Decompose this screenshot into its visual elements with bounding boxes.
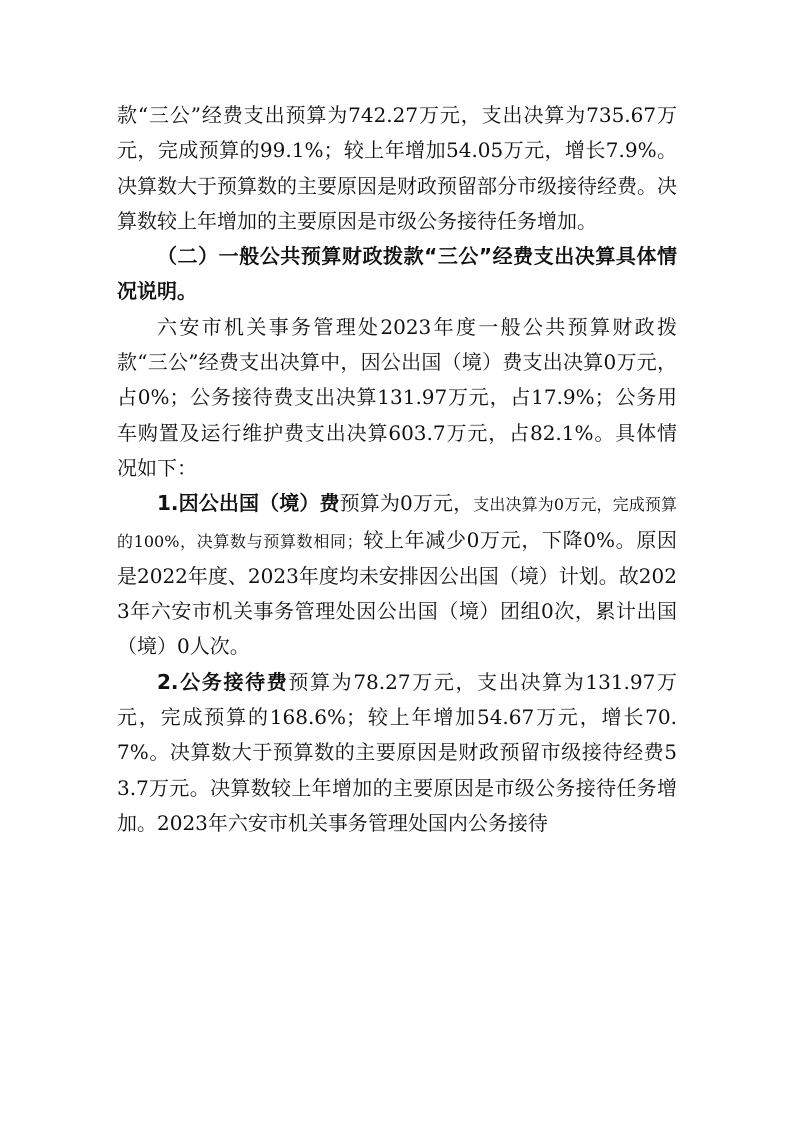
section-heading-two: （二）一般公共预算财政拨款“三公”经费支出决算具体情况说明。	[117, 244, 677, 304]
item-overseas-travel-text-small: 支出决算为0万元，完成预算的100%，决算数与预算数相同；	[117, 495, 678, 551]
document-page	[117, 98, 677, 841]
paragraph-budget-summary: 款“三公”经费支出预算为742.27万元，支出决算为735.67万元，完成预算的99.1%；较上年增加54.05万元，增长7.9%。决算数大于预算数的主要原因是财政预留部分市级接待经费。决算数较上年增加的主要原因是市级公务接待任务增加。	[117, 103, 677, 233]
item-overseas-travel-text-b: 较上年减少0万元，下降0%。原因是2022年度、2023年度均未安排因公出国（境）计划。故2023年六安市机关事务管理处因公出国（境）团组0次，累计出国（境）0人次。	[117, 527, 677, 659]
item-overseas-travel-text-a: 预算为0万元，	[339, 491, 474, 516]
paragraph-breakdown: 六安市机关事务管理处2023年度一般公共预算财政拨款“三公”经费支出决算中，因公出国（境）费支出决算0万元，占0%；公务接待费支出决算131.97万元，占17.9%；公务用车购置及运行维护费支出决算603.7万元，占82.1%。具体情况如下：	[117, 314, 677, 480]
item-overseas-travel-label: 1.因公出国（境）费	[157, 491, 340, 516]
item-reception	[117, 665, 677, 841]
item-reception-label: 2.公务接待费	[157, 669, 289, 694]
item-overseas-travel	[117, 486, 677, 664]
item-reception-text: 预算为78.27万元，支出决算为131.97万元，完成预算的168.6%；较上年增加54.67万元，增长70.7%。决算数大于预算数的主要原因是财政预留市级接待经费53.7万元。决算数较上年增加的主要原因是市级公务接待任务增加。2023年六安市机关事务管理处国内公务接待	[117, 669, 677, 835]
